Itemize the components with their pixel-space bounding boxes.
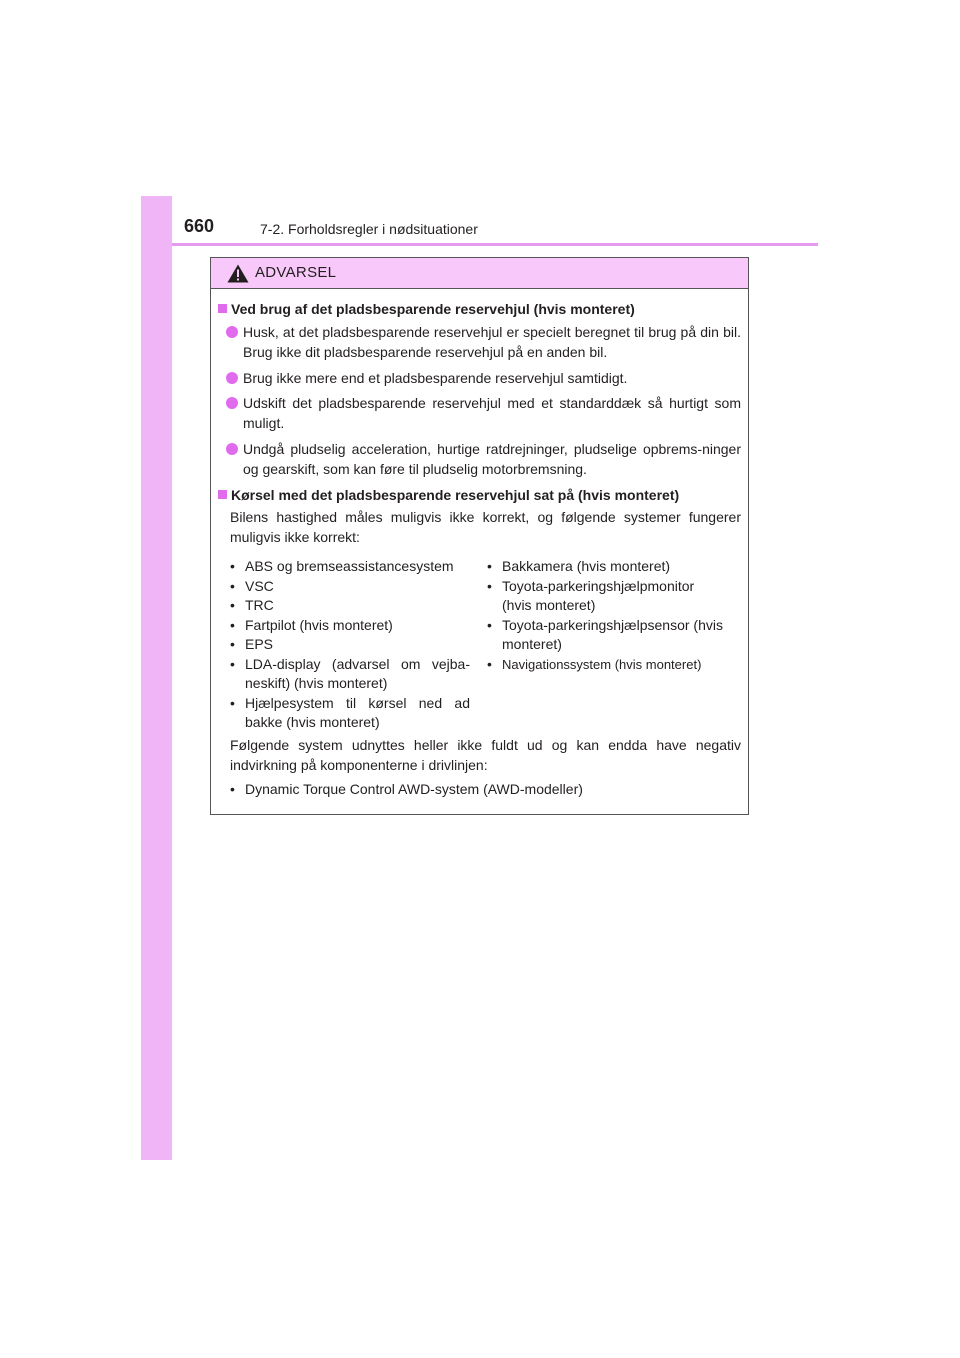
section2-outro: Følgende system udnyttes heller ikke fuldt ud og kan endda have negativ indvirkning på komponenterne i drivlinjen:: [230, 737, 741, 773]
section1-bullet: Husk, at det pladsbesparende reservehjul er specielt beregnet til brug på din bil. Brug ikke dit pladsbesparende reservehjul på en anden bil.: [211, 322, 741, 362]
header-rule: [172, 243, 818, 246]
circle-bullet-icon: [226, 326, 238, 338]
section-title: 7-2. Forholdsregler i nødsituationer: [260, 221, 478, 237]
section1-heading: Ved brug af det pladsbesparende reservehjul (hvis monteret): [213, 299, 743, 319]
list-item: • Hjælpesystem til kørsel ned ad bakke (hvis monteret): [230, 694, 470, 730]
list-item: • ABS og bremseassistancesystem: [230, 558, 454, 574]
list-item: • EPS: [230, 636, 274, 652]
warning-header: [211, 258, 748, 289]
list-item: • TRC: [230, 597, 274, 613]
square-bullet-icon: [218, 490, 227, 499]
circle-bullet-icon: [226, 397, 238, 409]
section2-heading: Kørsel med det pladsbesparende reservehjul sat på (hvis monteret): [213, 485, 743, 505]
extra-list: [230, 780, 741, 800]
circle-bullet-icon: [226, 372, 238, 384]
warning-title: ADVARSEL: [255, 264, 337, 281]
warning-triangle-icon: [227, 264, 249, 283]
list-item: • Fartpilot (hvis monteret): [230, 616, 393, 633]
section1-bullet: Brug ikke mere end et pladsbesparende reservehjul samtidigt.: [211, 368, 741, 388]
circle-bullet-icon: [226, 443, 238, 455]
side-tab: [141, 196, 172, 1160]
warning-box: [210, 257, 749, 815]
list-item: • Bakkamera (hvis monteret): [487, 558, 671, 574]
section1-bullet: Undgå pludselig acceleration, hurtige ratdrejninger, pludselige opbrems-ninger og gearskift, som kan føre til pludselig motorbremsning.: [211, 439, 741, 479]
list-item: • LDA-display (advarsel om vejba-neskift) (hvis monteret): [230, 655, 470, 691]
systems-list-left: [230, 557, 470, 733]
list-item: • Toyota-parkeringshjælpsensor (hvis monteret): [487, 616, 723, 652]
page-number: 660: [184, 216, 215, 236]
systems-list-right: [487, 557, 737, 674]
list-item: • VSC: [230, 577, 274, 594]
list-item: • Navigationssystem (hvis monteret): [487, 655, 702, 672]
list-item: • Toyota-parkeringshjælpmonitor (hvis monteret): [487, 577, 695, 613]
section1-bullet: Udskift det pladsbesparende reservehjul med et standarddæk så hurtigt som muligt.: [211, 393, 741, 433]
square-bullet-icon: [218, 304, 227, 313]
section2-intro: Bilens hastighed måles muligvis ikke korrekt, og følgende systemer fungerer muligvis ikke korrekt:: [230, 509, 741, 545]
list-item: • Dynamic Torque Control AWD-system (AWD-modeller): [230, 781, 583, 797]
warning-content: [211, 289, 748, 814]
